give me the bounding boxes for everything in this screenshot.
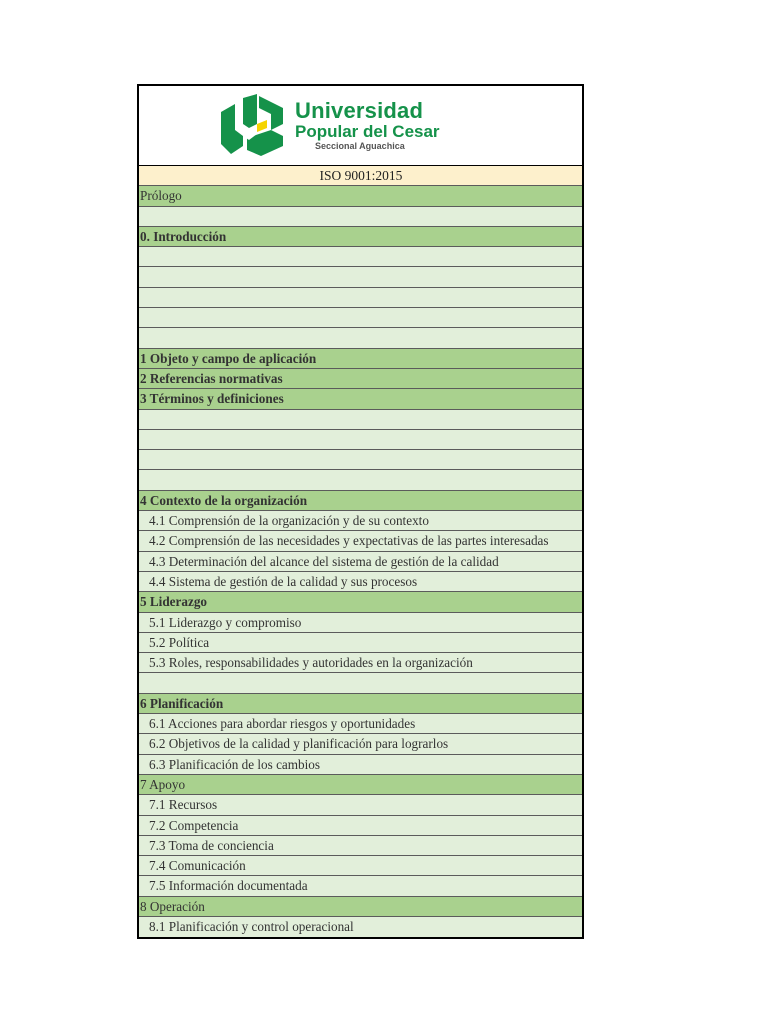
contents-row: 2 Referencias normativas	[139, 369, 582, 389]
logo-line-seccional: Seccional Aguachica	[315, 141, 405, 151]
empty-row	[139, 247, 582, 267]
empty-row	[139, 328, 582, 348]
contents-row: 4.4 Sistema de gestión de la calidad y sus procesos	[139, 572, 582, 592]
contents-row: 5.1 Liderazgo y compromiso	[139, 613, 582, 633]
contents-row: 7 Apoyo	[139, 775, 582, 795]
contents-row: 7.2 Competencia	[139, 816, 582, 836]
contents-row: 0. Introducción	[139, 227, 582, 247]
contents-row: 7.4 Comunicación	[139, 856, 582, 876]
contents-row: 7.5 Información documentada	[139, 876, 582, 896]
contents-row: 7.1 Recursos	[139, 795, 582, 815]
contents-row: 8 Operación	[139, 897, 582, 917]
sheet-title: ISO 9001:2015	[139, 166, 582, 186]
iso-contents-sheet	[137, 84, 584, 939]
contents-row: 6.2 Objetivos de la calidad y planificación para lograrlos	[139, 734, 582, 754]
logo-wordmark	[295, 100, 440, 151]
contents-row: Prólogo	[139, 186, 582, 206]
contents-row: 5 Liderazgo	[139, 592, 582, 612]
empty-row	[139, 288, 582, 308]
empty-row	[139, 470, 582, 490]
logo-line-popular: Popular del Cesar	[295, 122, 440, 141]
contents-row: 6.3 Planificación de los cambios	[139, 755, 582, 775]
empty-row	[139, 207, 582, 227]
contents-row: 4 Contexto de la organización	[139, 491, 582, 511]
upc-emblem-icon	[221, 94, 287, 158]
contents-list	[139, 186, 582, 937]
contents-row: 4.1 Comprensión de la organización y de su contexto	[139, 511, 582, 531]
contents-row: 3 Términos y definiciones	[139, 389, 582, 409]
contents-row: 4.3 Determinación del alcance del sistema de gestión de la calidad	[139, 552, 582, 572]
contents-row: 5.3 Roles, responsabilidades y autoridades en la organización	[139, 653, 582, 673]
empty-row	[139, 430, 582, 450]
empty-row	[139, 267, 582, 287]
empty-row	[139, 673, 582, 693]
empty-row	[139, 450, 582, 470]
contents-row: 4.2 Comprensión de las necesidades y expectativas de las partes interesadas	[139, 531, 582, 551]
empty-row	[139, 410, 582, 430]
contents-row: 7.3 Toma de conciencia	[139, 836, 582, 856]
empty-row	[139, 308, 582, 328]
logo-line-university: Universidad	[295, 98, 424, 123]
contents-row: 8.1 Planificación y control operacional	[139, 917, 582, 937]
contents-row: 1 Objeto y campo de aplicación	[139, 349, 582, 369]
university-logo	[139, 86, 582, 166]
contents-row: 6 Planificación	[139, 694, 582, 714]
contents-row: 5.2 Política	[139, 633, 582, 653]
contents-row: 6.1 Acciones para abordar riesgos y oportunidades	[139, 714, 582, 734]
